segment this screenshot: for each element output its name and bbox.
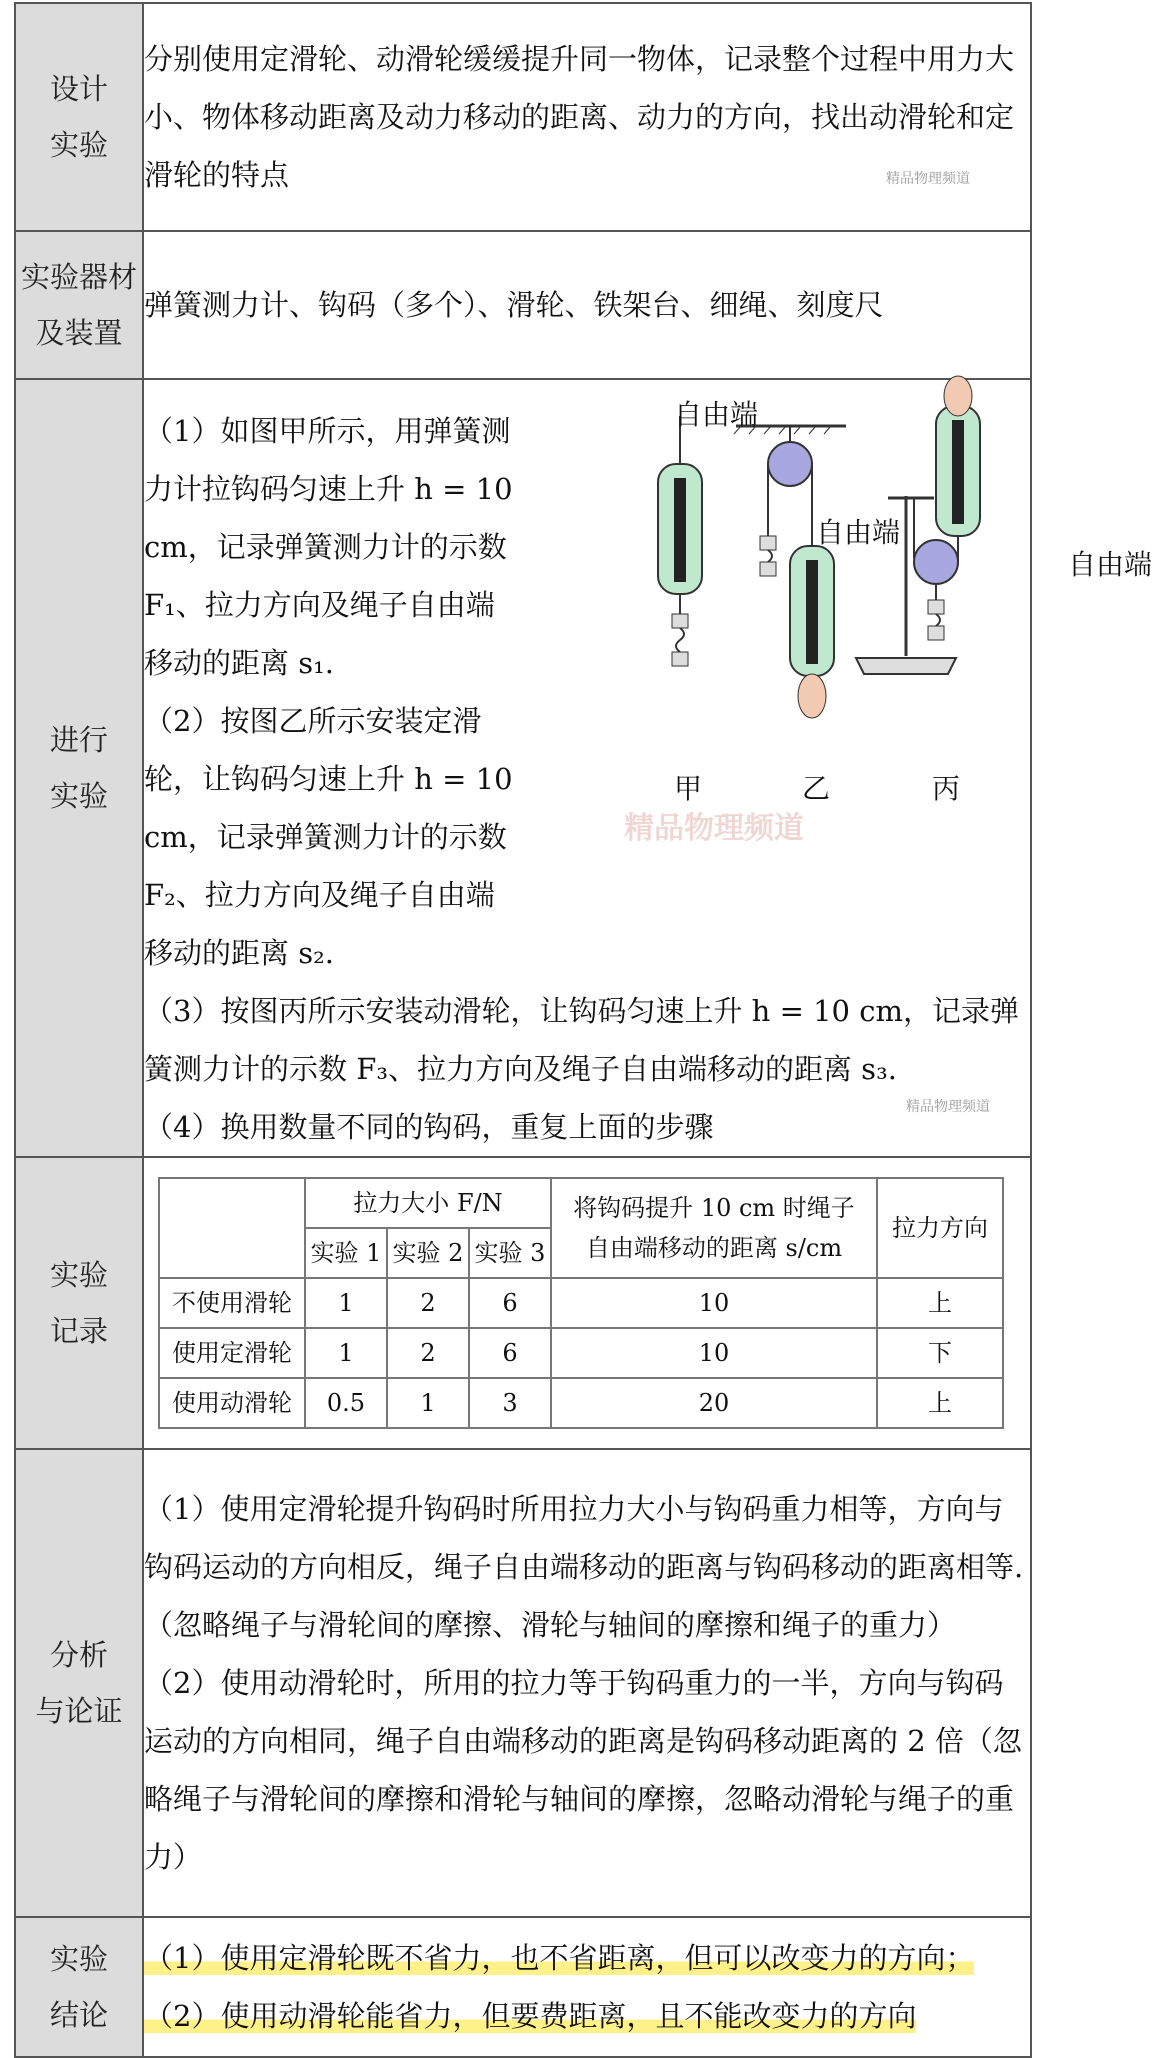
watermark: 精品物理频道 [886,171,970,187]
record-table [158,1177,1004,1429]
cell-direction: 下 [877,1328,1003,1378]
cell-e2: 1 [387,1378,469,1428]
label-free-end-jia: 自由端 [674,398,759,431]
col-distance [551,1178,877,1278]
header-line-1: 实验器材 [20,260,137,294]
analysis-p1: （1）使用定滑轮提升钩码时所用拉力大小与钩码重力相等，方向与钩码运动的方向相反，绳子自由端移动的距离与钩码移动的距离相等.（忽略绳子与滑轮间的摩擦、滑轮与轴间的摩擦和绳子的重力） [144,1492,1024,1642]
header-procedure [15,379,143,1157]
col-exp-3: 实验 3 [469,1228,551,1278]
analysis-cell [143,1449,1031,1917]
row-procedure [15,379,1031,1157]
col-force: 拉力大小 F/N [305,1178,551,1228]
setup-yi [734,426,846,718]
header-conclusion [15,1917,143,2057]
table-row [159,1378,1003,1428]
pulley-figure [656,386,1154,805]
conclusion-cell [143,1917,1031,2057]
header-line-2: 记录 [49,1314,108,1348]
col-distance-line-1: 将钩码提升 10 cm 时绳子 [573,1194,855,1222]
header-equipment [15,231,143,379]
table-row [159,1278,1003,1328]
col-distance-line-2: 自由端移动的距离 s/cm [585,1234,843,1262]
row-design [15,3,1031,231]
equipment-cell [143,231,1031,379]
cell-e1: 0.5 [305,1378,387,1428]
pulley-diagram [656,386,1154,802]
header-record [15,1157,143,1449]
header-line-2: 结论 [49,1998,108,2032]
header-line-1: 分析 [49,1638,108,1672]
row-name: 不使用滑轮 [159,1278,305,1328]
row-record [15,1157,1031,1449]
procedure-cell [143,379,1153,1157]
header-line-1: 设计 [49,72,108,106]
watermark-small: 精品物理频道 [906,1099,990,1115]
conclusion-c2: （2）使用动滑轮能省力，但要费距离，且不能改变力的方向 [144,1999,917,2033]
label-free-end-bing: 自由端 [1068,548,1153,581]
label-jia: 甲 [674,772,703,805]
equipment-text: 弹簧测力计、钩码（多个）、滑轮、铁架台、细绳、刻度尺 [144,288,884,322]
label-free-end-yi: 自由端 [816,516,901,549]
header-line-2: 实验 [49,779,108,813]
procedure-step-2: （2）按图乙所示安装定滑轮，让钩码匀速上升 h = 10 cm，记录弹簧测力计的示数 F₂、拉力方向及绳子自由端移动的距离 s₂. [144,704,513,970]
cell-e2: 2 [387,1278,469,1328]
procedure-step-2-wrap [144,692,516,982]
record-cell [143,1157,1031,1449]
cell-e3: 6 [469,1328,551,1378]
col-exp-2: 实验 2 [387,1228,469,1278]
col-direction: 拉力方向 [877,1178,1003,1278]
cell-distance: 10 [551,1328,877,1378]
procedure-left-column [144,402,516,692]
experiment-sheet [14,2,1153,2042]
label-yi: 乙 [802,772,831,805]
record-corner [159,1178,305,1278]
cell-distance: 10 [551,1278,877,1328]
setup-jia [658,416,702,666]
cell-e3: 3 [469,1378,551,1428]
row-name: 使用动滑轮 [159,1378,305,1428]
conclusion-c1: （1）使用定滑轮既不省力，也不省距离，但可以改变力的方向； [144,1941,975,1975]
design-cell [143,3,1031,231]
cell-direction: 上 [877,1378,1003,1428]
watermark-center: 精品物理频道 [624,811,804,846]
cell-e1: 1 [305,1328,387,1378]
row-conclusion [15,1917,1031,2057]
design-text: 分别使用定滑轮、动滑轮缓缓提升同一物体，记录整个过程中用力大小、物体移动距离及动力移动的距离、动力的方向，找出动滑轮和定滑轮的特点 [144,42,1015,192]
cell-e3: 6 [469,1278,551,1328]
row-analysis [15,1449,1031,1917]
header-line-2: 与论证 [35,1694,123,1728]
header-line-2: 实验 [49,128,108,162]
header-line-1: 进行 [49,723,108,757]
cell-e2: 2 [387,1328,469,1378]
cell-direction: 上 [877,1278,1003,1328]
header-line-2: 及装置 [35,316,123,350]
row-equipment [15,231,1031,379]
experiment-table [14,2,1153,2058]
header-analysis [15,1449,143,1917]
header-design [15,3,143,231]
cell-distance: 20 [551,1378,877,1428]
label-bing: 丙 [932,772,961,805]
record-header-row [159,1178,1003,1228]
procedure-step-3: （3）按图丙所示安装动滑轮，让钩码匀速上升 h = 10 cm，记录弹簧测力计的示数 F₃、拉力方向及绳子自由端移动的距离 s₃. [144,994,1019,1086]
procedure-step-4: （4）换用数量不同的钩码，重复上面的步骤 [144,1110,714,1144]
header-line-1: 实验 [49,1942,108,1976]
cell-e1: 1 [305,1278,387,1328]
analysis-p2: （2）使用动滑轮时，所用的拉力等于钩码重力的一半，方向与钩码运动的方向相同，绳子自由端移动的距离是钩码移动距离的 2 倍（忽略绳子与滑轮间的摩擦和滑轮与轴间的摩擦，忽略动滑轮与绳子的重力） [144,1666,1022,1874]
row-name: 使用定滑轮 [159,1328,305,1378]
col-exp-1: 实验 1 [305,1228,387,1278]
table-row [159,1328,1003,1378]
procedure-step-1: （1）如图甲所示，用弹簧测力计拉钩码匀速上升 h = 10 cm，记录弹簧测力计的示数 F₁、拉力方向及绳子自由端移动的距离 s₁. [144,414,513,680]
header-line-1: 实验 [49,1258,108,1292]
